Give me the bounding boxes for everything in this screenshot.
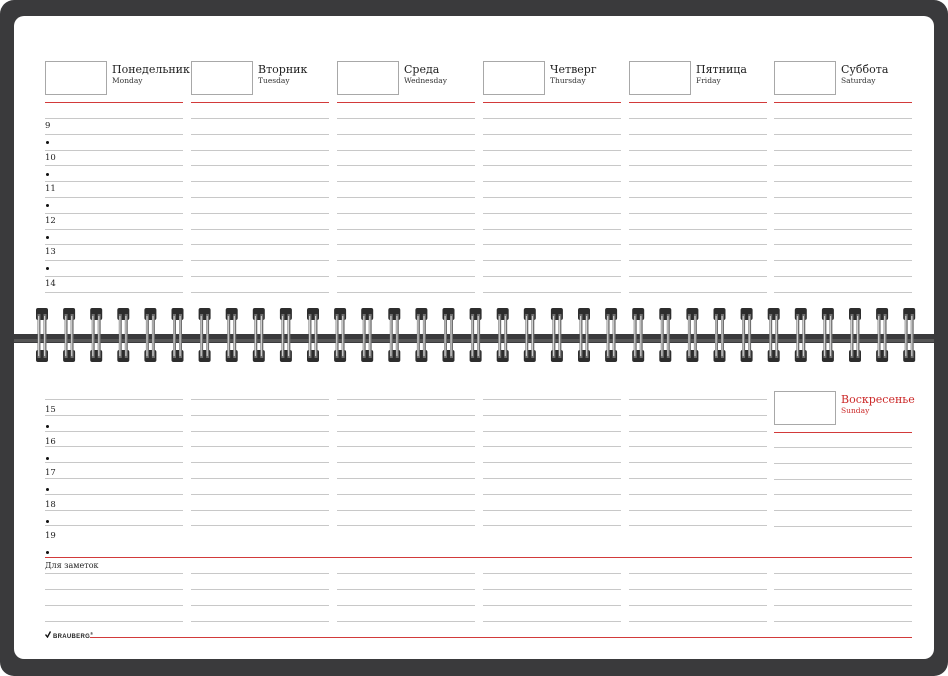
hour-label: 12 — [45, 215, 56, 226]
spiral-wire-highlight — [38, 316, 39, 356]
spiral-wire-highlight — [228, 316, 229, 356]
spiral-wire-highlight — [71, 316, 72, 356]
row-rule — [191, 213, 329, 214]
row-rule — [483, 150, 621, 151]
spiral-wire-highlight — [369, 316, 370, 356]
row-rule — [629, 462, 767, 463]
row-rule — [191, 431, 329, 432]
spiral-wire-highlight — [180, 316, 181, 356]
notes-row-rule — [45, 589, 183, 590]
row-rule — [629, 181, 767, 182]
spiral-wire-highlight — [851, 316, 852, 356]
half-hour-dot — [46, 425, 49, 428]
row-rule — [774, 479, 912, 480]
hour-label: 17 — [45, 468, 56, 478]
row-rule — [774, 134, 912, 135]
day-name: Суббота — [841, 63, 889, 76]
row-rule — [774, 213, 912, 214]
notes-row-rule — [337, 621, 475, 622]
spiral-wire-highlight — [770, 316, 771, 356]
row-rule — [191, 165, 329, 166]
spiral-wire-highlight — [152, 316, 153, 356]
notes-row-rule — [45, 621, 183, 622]
row-rule — [483, 229, 621, 230]
row-rule — [45, 446, 183, 447]
notes-row-rule — [483, 589, 621, 590]
row-rule — [483, 415, 621, 416]
notes-row-rule — [774, 621, 912, 622]
spiral-wire-highlight — [688, 316, 689, 356]
row-rule — [629, 134, 767, 135]
spiral-wire-highlight — [423, 316, 424, 356]
row-rule — [337, 510, 475, 511]
row-rule — [45, 244, 183, 245]
row-rule — [45, 431, 183, 432]
row-rule — [483, 478, 621, 479]
spiral-wire-highlight — [830, 316, 831, 356]
row-rule — [337, 276, 475, 277]
date-box — [337, 61, 399, 95]
row-rule — [629, 446, 767, 447]
row-rule — [774, 197, 912, 198]
notes-row-rule — [483, 573, 621, 574]
row-rule — [191, 260, 329, 261]
spiral-wire-highlight — [65, 316, 66, 356]
spiral-wire-highlight — [661, 316, 662, 356]
notes-row-rule — [337, 605, 475, 606]
row-rule — [774, 526, 912, 527]
hour-label: 10 — [45, 152, 56, 163]
half-hour-dot — [46, 551, 49, 554]
row-rule — [483, 525, 621, 526]
row-rule — [774, 292, 912, 293]
row-rule — [45, 134, 183, 135]
half-hour-dot — [46, 236, 49, 239]
notes-row-rule — [629, 605, 767, 606]
spiral-wire-highlight — [119, 316, 120, 356]
row-rule — [337, 494, 475, 495]
notes-row-rule — [191, 589, 329, 590]
row-rule — [45, 165, 183, 166]
notes-row-rule — [629, 573, 767, 574]
spiral-wire-highlight — [288, 316, 289, 356]
hour-label: 19 — [45, 531, 56, 541]
spiral-wire-highlight — [315, 316, 316, 356]
day-name-sunday: Воскресенье — [841, 393, 915, 406]
spiral-wire-highlight — [526, 316, 527, 356]
row-rule — [483, 165, 621, 166]
hour-label: 18 — [45, 499, 56, 510]
spiral-wire-highlight — [905, 316, 906, 356]
spiral-wire-highlight — [553, 316, 554, 356]
notes-row-rule — [191, 605, 329, 606]
spiral-wire-highlight — [667, 316, 668, 356]
spiral-wire-highlight — [797, 316, 798, 356]
row-rule — [483, 181, 621, 182]
spiral-wire-highlight — [363, 316, 364, 356]
half-hour-dot — [46, 204, 49, 207]
day-name: Понедельник — [112, 63, 190, 76]
row-rule — [629, 244, 767, 245]
notes-row-rule — [774, 573, 912, 574]
spiral-wire-highlight — [803, 316, 804, 356]
notes-row-rule — [483, 605, 621, 606]
spiral-wire-highlight — [878, 316, 879, 356]
brand-registered-mark: ® — [90, 631, 94, 636]
spiral-wire-highlight — [255, 316, 256, 356]
spiral-wire-highlight — [607, 316, 608, 356]
header-rule — [337, 102, 475, 103]
row-rule — [337, 292, 475, 293]
notes-label: Для заметок — [45, 561, 99, 570]
row-rule — [483, 260, 621, 261]
spiral-wire-highlight — [417, 316, 418, 356]
row-rule — [45, 150, 183, 151]
date-box — [191, 61, 253, 95]
row-rule — [191, 118, 329, 119]
day-name-en: Wednesday — [404, 76, 447, 85]
spiral-wire-highlight — [580, 316, 581, 356]
row-rule — [774, 276, 912, 277]
row-rule — [191, 181, 329, 182]
row-rule — [45, 462, 183, 463]
day-name-en: Thursday — [550, 76, 586, 85]
notes-row-rule — [774, 605, 912, 606]
spiral-wire-highlight — [776, 316, 777, 356]
half-hour-dot — [46, 141, 49, 144]
row-rule — [483, 510, 621, 511]
spiral-wire-highlight — [342, 316, 343, 356]
row-rule — [337, 181, 475, 182]
row-rule — [774, 118, 912, 119]
row-rule — [629, 494, 767, 495]
header-rule — [191, 102, 329, 103]
half-hour-dot — [46, 173, 49, 176]
spiral-wire-highlight — [125, 316, 126, 356]
spiral-wire-highlight — [694, 316, 695, 356]
row-rule — [191, 276, 329, 277]
day-name-en: Friday — [696, 76, 721, 85]
spiral-wire-highlight — [532, 316, 533, 356]
row-rule — [483, 197, 621, 198]
date-box — [629, 61, 691, 95]
header-rule — [629, 102, 767, 103]
spiral-wire-highlight — [146, 316, 147, 356]
row-rule — [191, 197, 329, 198]
date-box — [483, 61, 545, 95]
day-name-en: Tuesday — [258, 76, 290, 85]
footer-rule — [90, 637, 912, 638]
row-rule — [337, 244, 475, 245]
day-name: Четверг — [550, 63, 597, 76]
row-rule — [629, 399, 767, 400]
spiral-wire-highlight — [743, 316, 744, 356]
row-rule — [337, 165, 475, 166]
row-rule — [629, 118, 767, 119]
row-rule — [629, 415, 767, 416]
row-rule — [774, 447, 912, 448]
row-rule — [337, 415, 475, 416]
spiral-wire-highlight — [201, 316, 202, 356]
spiral-wire-highlight — [390, 316, 391, 356]
notes-row-rule — [774, 589, 912, 590]
row-rule — [191, 292, 329, 293]
row-rule — [629, 478, 767, 479]
row-rule — [629, 510, 767, 511]
row-rule — [337, 134, 475, 135]
row-rule — [774, 244, 912, 245]
row-rule — [337, 462, 475, 463]
row-rule — [483, 276, 621, 277]
notes-row-rule — [629, 589, 767, 590]
notes-row-rule — [191, 621, 329, 622]
row-rule — [191, 150, 329, 151]
row-rule — [483, 213, 621, 214]
row-rule — [45, 260, 183, 261]
notes-row-rule — [483, 621, 621, 622]
row-rule — [337, 478, 475, 479]
spiral-wire-highlight — [499, 316, 500, 356]
spiral-wire-highlight — [505, 316, 506, 356]
row-rule — [45, 525, 183, 526]
notes-rule — [45, 557, 912, 558]
row-rule — [191, 244, 329, 245]
header-rule — [483, 102, 621, 103]
spiral-wire-highlight — [749, 316, 750, 356]
day-name: Среда — [404, 63, 440, 76]
row-rule — [774, 510, 912, 511]
row-rule — [337, 213, 475, 214]
half-hour-dot — [46, 267, 49, 270]
row-rule — [629, 276, 767, 277]
row-rule — [483, 494, 621, 495]
brand-name: BRAUBERG — [53, 634, 91, 640]
spiral-wire-highlight — [92, 316, 93, 356]
row-rule — [191, 462, 329, 463]
row-rule — [629, 431, 767, 432]
spiral-wire-highlight — [174, 316, 175, 356]
row-rule — [191, 478, 329, 479]
spiral-wire-highlight — [44, 316, 45, 356]
row-rule — [45, 510, 183, 511]
row-rule — [629, 525, 767, 526]
notes-row-rule — [45, 605, 183, 606]
notes-row-rule — [45, 573, 183, 574]
row-rule — [45, 292, 183, 293]
row-rule — [774, 260, 912, 261]
hour-label: 11 — [45, 184, 56, 194]
spiral-wire-highlight — [336, 316, 337, 356]
row-rule — [483, 244, 621, 245]
brand-logo — [53, 631, 93, 640]
date-box — [774, 61, 836, 95]
row-rule — [483, 431, 621, 432]
row-rule — [774, 229, 912, 230]
row-rule — [483, 134, 621, 135]
day-name-en: Monday — [112, 76, 143, 85]
header-rule — [774, 432, 912, 433]
date-box — [774, 391, 836, 425]
row-rule — [191, 525, 329, 526]
row-rule — [45, 118, 183, 119]
spiral-wire-highlight — [98, 316, 99, 356]
spiral-wire-highlight — [613, 316, 614, 356]
row-rule — [629, 260, 767, 261]
row-rule — [191, 134, 329, 135]
row-rule — [45, 478, 183, 479]
notes-row-rule — [629, 621, 767, 622]
spiral-wire-highlight — [445, 316, 446, 356]
spiral-wire-highlight — [207, 316, 208, 356]
row-rule — [337, 260, 475, 261]
spiral-wire-highlight — [396, 316, 397, 356]
row-rule — [337, 197, 475, 198]
header-rule — [774, 102, 912, 103]
spiral-wire-highlight — [634, 316, 635, 356]
row-rule — [191, 494, 329, 495]
notes-row-rule — [337, 573, 475, 574]
spiral-wire-highlight — [911, 316, 912, 356]
row-rule — [483, 462, 621, 463]
row-rule — [45, 276, 183, 277]
row-rule — [629, 213, 767, 214]
row-rule — [629, 165, 767, 166]
row-rule — [191, 510, 329, 511]
row-rule — [337, 431, 475, 432]
row-rule — [629, 150, 767, 151]
hour-label: 14 — [45, 278, 56, 289]
row-rule — [337, 446, 475, 447]
notes-row-rule — [191, 573, 329, 574]
row-rule — [45, 213, 183, 214]
day-name: Пятница — [696, 63, 747, 76]
row-rule — [45, 181, 183, 182]
spiral-wire-highlight — [478, 316, 479, 356]
row-rule — [483, 118, 621, 119]
spiral-wire-highlight — [559, 316, 560, 356]
row-rule — [45, 229, 183, 230]
row-rule — [337, 118, 475, 119]
spiral-wire-highlight — [282, 316, 283, 356]
row-rule — [337, 150, 475, 151]
spiral-wire-highlight — [716, 316, 717, 356]
day-name-en-sunday: Sunday — [841, 406, 870, 415]
row-rule — [191, 399, 329, 400]
row-rule — [337, 399, 475, 400]
row-rule — [774, 494, 912, 495]
spiral-wire-highlight — [884, 316, 885, 356]
spiral-wire-highlight — [824, 316, 825, 356]
half-hour-dot — [46, 488, 49, 491]
hour-label: 13 — [45, 247, 56, 257]
hour-label: 9 — [45, 121, 51, 131]
row-rule — [483, 446, 621, 447]
notes-row-rule — [337, 589, 475, 590]
spiral-wire-highlight — [451, 316, 452, 356]
row-rule — [45, 415, 183, 416]
row-rule — [45, 197, 183, 198]
spiral-wire-highlight — [640, 316, 641, 356]
row-rule — [337, 525, 475, 526]
half-hour-dot — [46, 520, 49, 523]
day-name-en: Saturday — [841, 76, 876, 85]
spiral-binding — [0, 300, 948, 370]
brand-check-icon — [45, 631, 51, 638]
spiral-wire-highlight — [472, 316, 473, 356]
day-name: Вторник — [258, 63, 308, 76]
spiral-wire-highlight — [857, 316, 858, 356]
spiral-wire-highlight — [234, 316, 235, 356]
spiral-wire-highlight — [261, 316, 262, 356]
header-rule — [45, 102, 183, 103]
row-rule — [629, 292, 767, 293]
date-box — [45, 61, 107, 95]
row-rule — [629, 197, 767, 198]
row-rule — [191, 446, 329, 447]
row-rule — [774, 463, 912, 464]
row-rule — [629, 229, 767, 230]
row-rule — [45, 494, 183, 495]
spiral-wire-highlight — [722, 316, 723, 356]
half-hour-dot — [46, 457, 49, 460]
row-rule — [774, 181, 912, 182]
row-rule — [774, 150, 912, 151]
hour-label: 15 — [45, 405, 56, 415]
row-rule — [191, 229, 329, 230]
row-rule — [191, 415, 329, 416]
spiral-wire-highlight — [586, 316, 587, 356]
row-rule — [483, 399, 621, 400]
row-rule — [337, 229, 475, 230]
hour-label: 16 — [45, 436, 56, 447]
spiral-wire-highlight — [309, 316, 310, 356]
row-rule — [774, 165, 912, 166]
row-rule — [45, 399, 183, 400]
row-rule — [483, 292, 621, 293]
